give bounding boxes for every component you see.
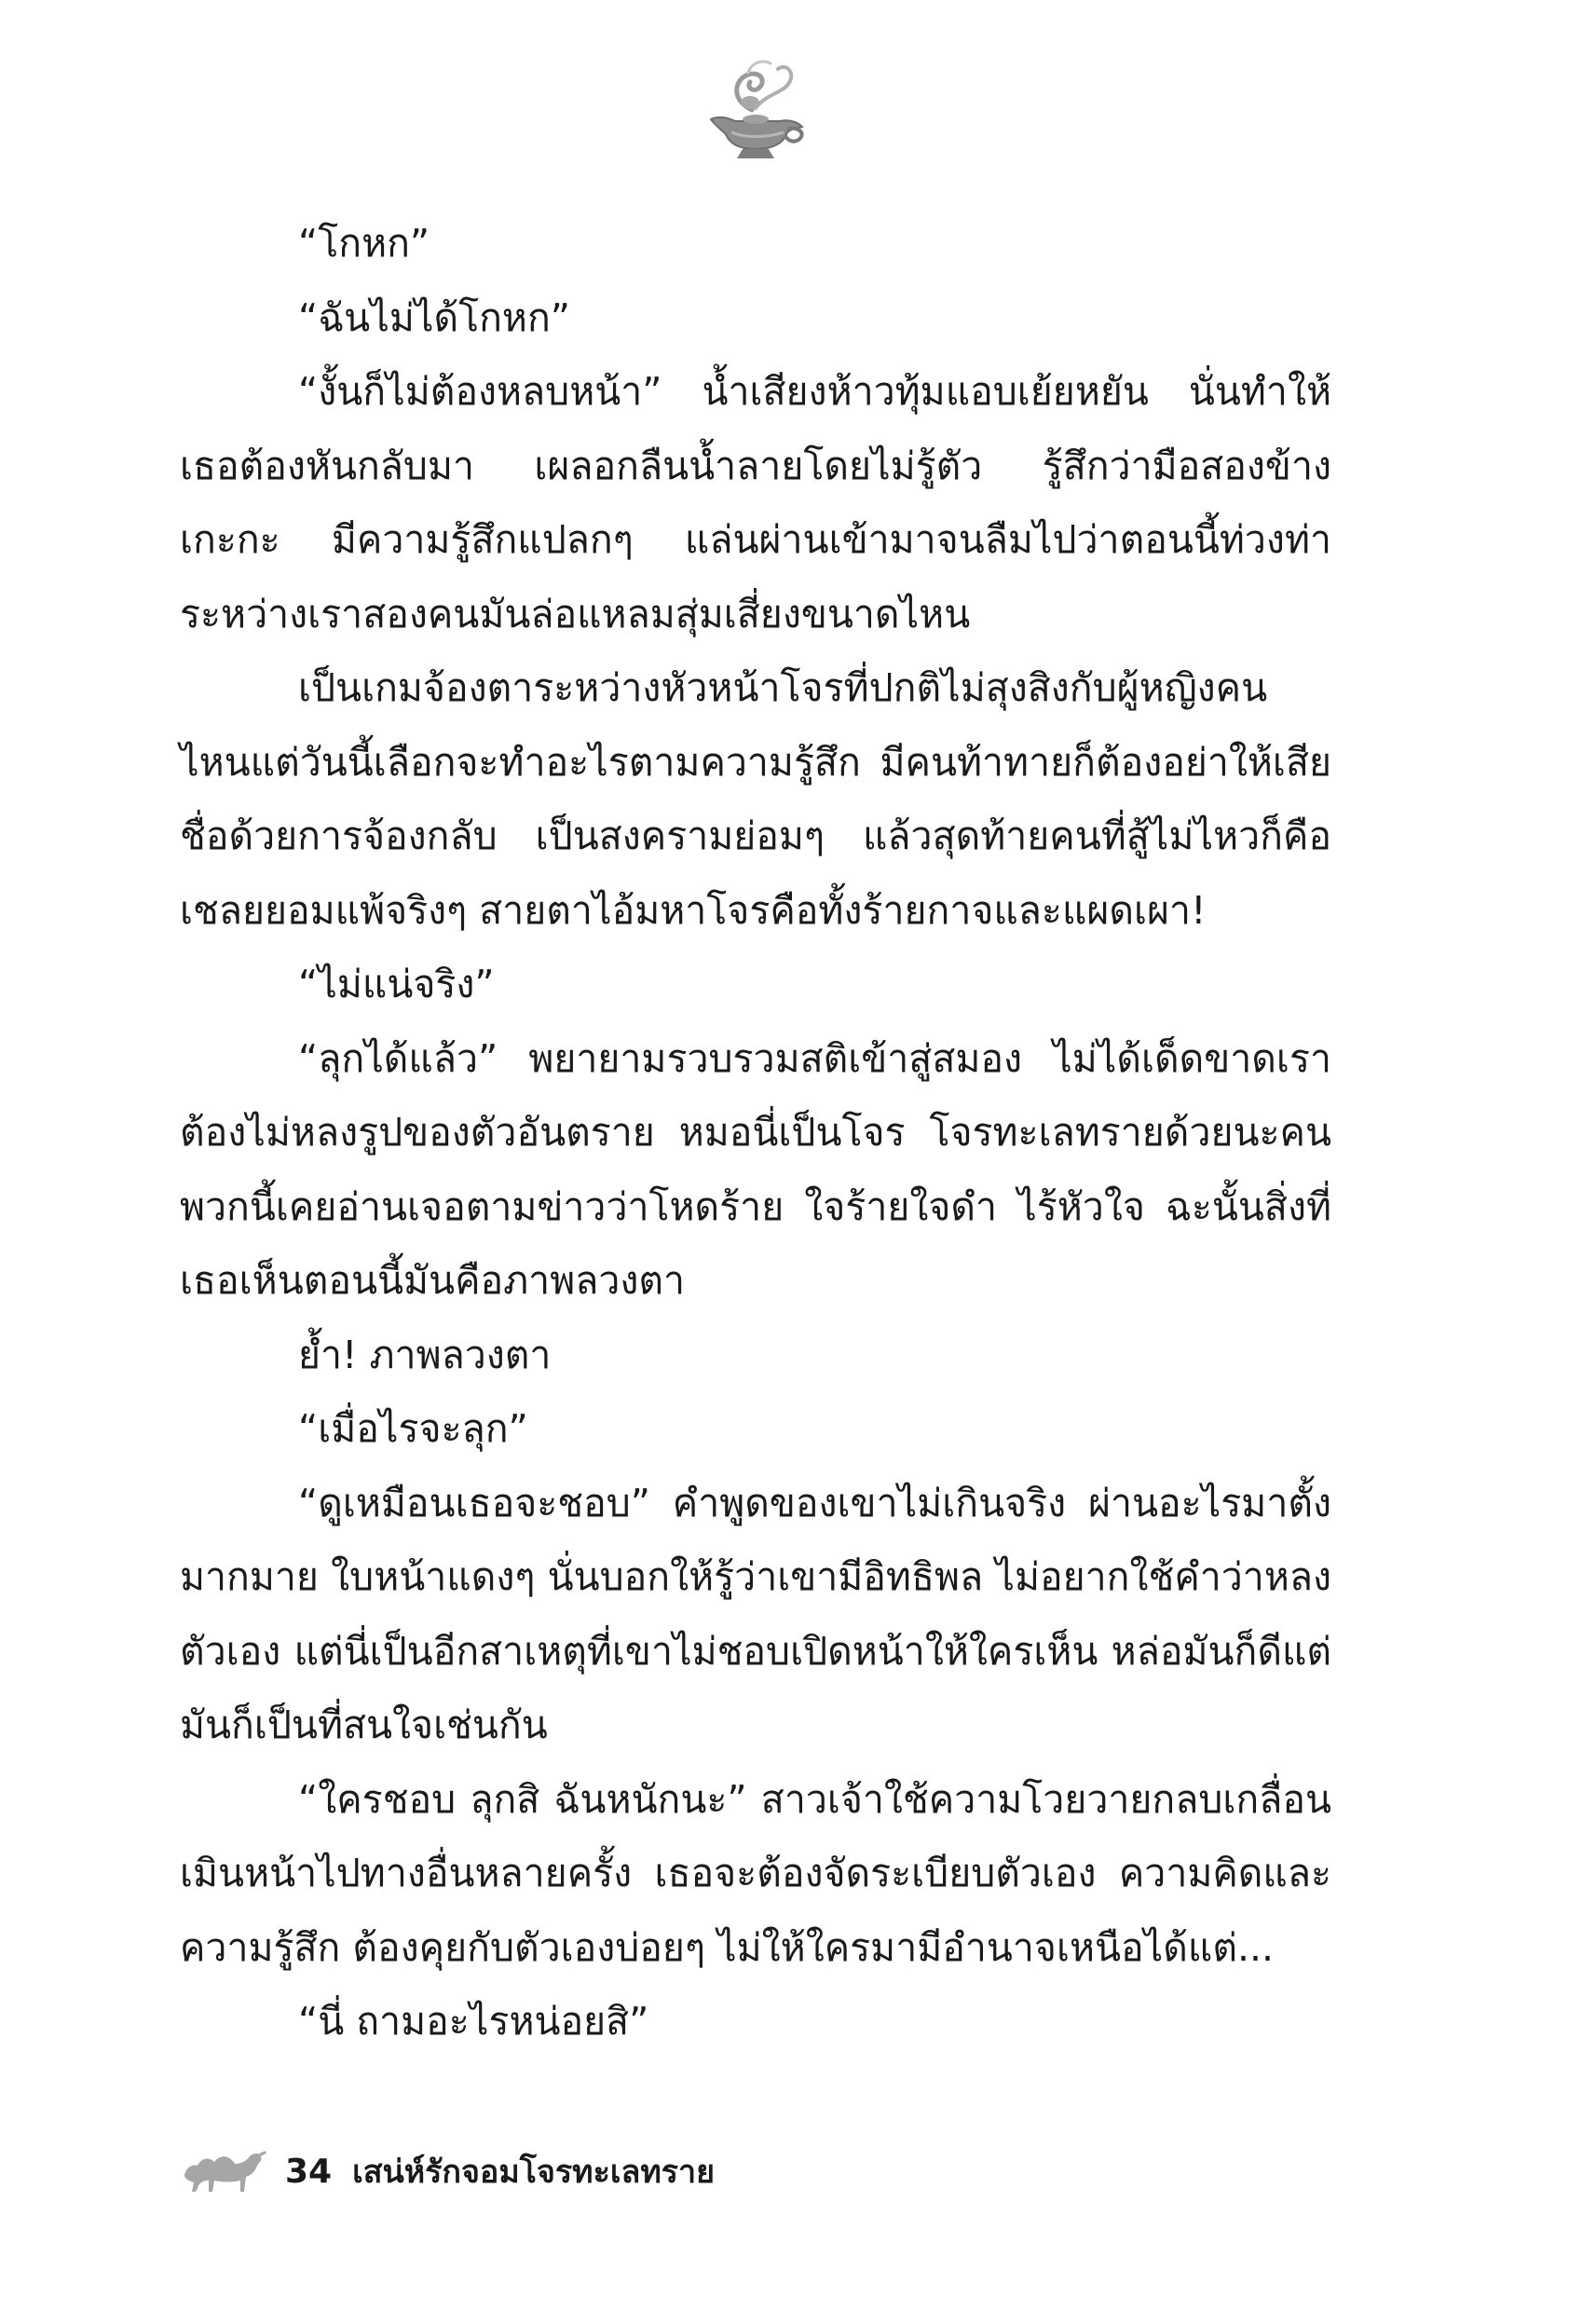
paragraph: เป็นเกมจ้องตาระหว่างหัวหน้าโจรที่ปกติไม่สุงสิงกับผู้หญิงคนไหนแต่วันนี้เลือกจะทำอะไรตามความรู้สึก มีคนท้าทายก็ต้องอย่าให้เสียชื่อด้วยการจ้องกลับ เป็นสงครามย่อมๆ แล้วสุดท้ายคนที่สู้ไม่ไหวก็คือเชลยยอมแพ้จริงๆ สายตาไอ้มหาโจรคือทั้งร้ายกาจและแผดเผา!	[180, 665, 1331, 933]
paragraph: “ไม่แน่จริง”	[298, 962, 495, 1006]
paragraph: “เมื่อไรจะลุก”	[298, 1406, 528, 1451]
paragraph: “ลุกได้แล้ว” พยายามรวบรวมสติเข้าสู่สมอง ไม่ได้เด็ดขาดเราต้องไม่หลงรูปของตัวอันตราย หมอนี่เป็นโจร โจรทะเลทรายด้วยนะคนพวกนี้เคยอ่านเจอตามข่าวว่าโหดร้าย ใจร้ายใจดำ ไร้หัวใจ ฉะนั้นสิ่งที่เธอเห็นตอนนี้มันคือภาพลวงตา	[180, 1035, 1331, 1303]
paragraph: “งั้นก็ไม่ต้องหลบหน้า” น้ำเสียงห้าวทุ้มแอบเย้ยหยัน นั่นทำให้เธอต้องหันกลับมา เผลอกลืนน้ำลายโดยไม่รู้ตัว รู้สึกว่ามือสองข้างเกะกะ มีความรู้สึกแปลกๆ แล่นผ่านเข้ามาจนลืมไปว่าตอนนี้ท่วงท่าระหว่างเราสองคนมันล่อแหลมสุ่มเสี่ยงขนาดไหน	[180, 369, 1331, 636]
body-text	[180, 207, 1331, 2059]
paragraph: “ฉันไม่ได้โกหก”	[298, 294, 571, 340]
paragraph: “ดูเหมือนเธอจะชอบ” คำพูดของเขาไม่เกินจริง ผ่านอะไรมาตั้งมากมาย ใบหน้าแดงๆ นั่นบอกให้รู้ว่าเขามีอิทธิพล ไม่อยากใช้คำว่าหลงตัวเอง แต่นี่เป็นอีกสาเหตุที่เขาไม่ชอบเปิดหน้าให้ใครเห็น หล่อมันก็ดีแต่มันก็เป็นที่สนใจเช่นกัน	[180, 1480, 1331, 1747]
camel-icon	[177, 2143, 270, 2199]
book-title: เสน่ห์รักจอมโจรทะเลทราย	[352, 2154, 716, 2191]
paragraph: “โกหก”	[298, 221, 430, 266]
paragraph: “นี่ ถามอะไรหน่อยสิ”	[298, 1999, 649, 2044]
page-footer	[177, 2134, 715, 2208]
paragraph: “ใครชอบ ลุกสิ ฉันหนักนะ” สาวเจ้าใช้ความโวยวายกลบเกลื่อนเมินหน้าไปทางอื่นหลายครั้ง เธอจะต้องจัดระเบียบตัวเอง ความคิดและความรู้สึก ต้องคุยกับตัวเองบ่อยๆ ไม่ให้ใครมามีอำนาจเหนือได้แต่...	[180, 1776, 1331, 1970]
paragraph: ย้ำ! ภาพลวงตา	[298, 1332, 552, 1377]
page-number: 34	[285, 2152, 333, 2191]
genie-lamp-icon	[694, 54, 815, 166]
